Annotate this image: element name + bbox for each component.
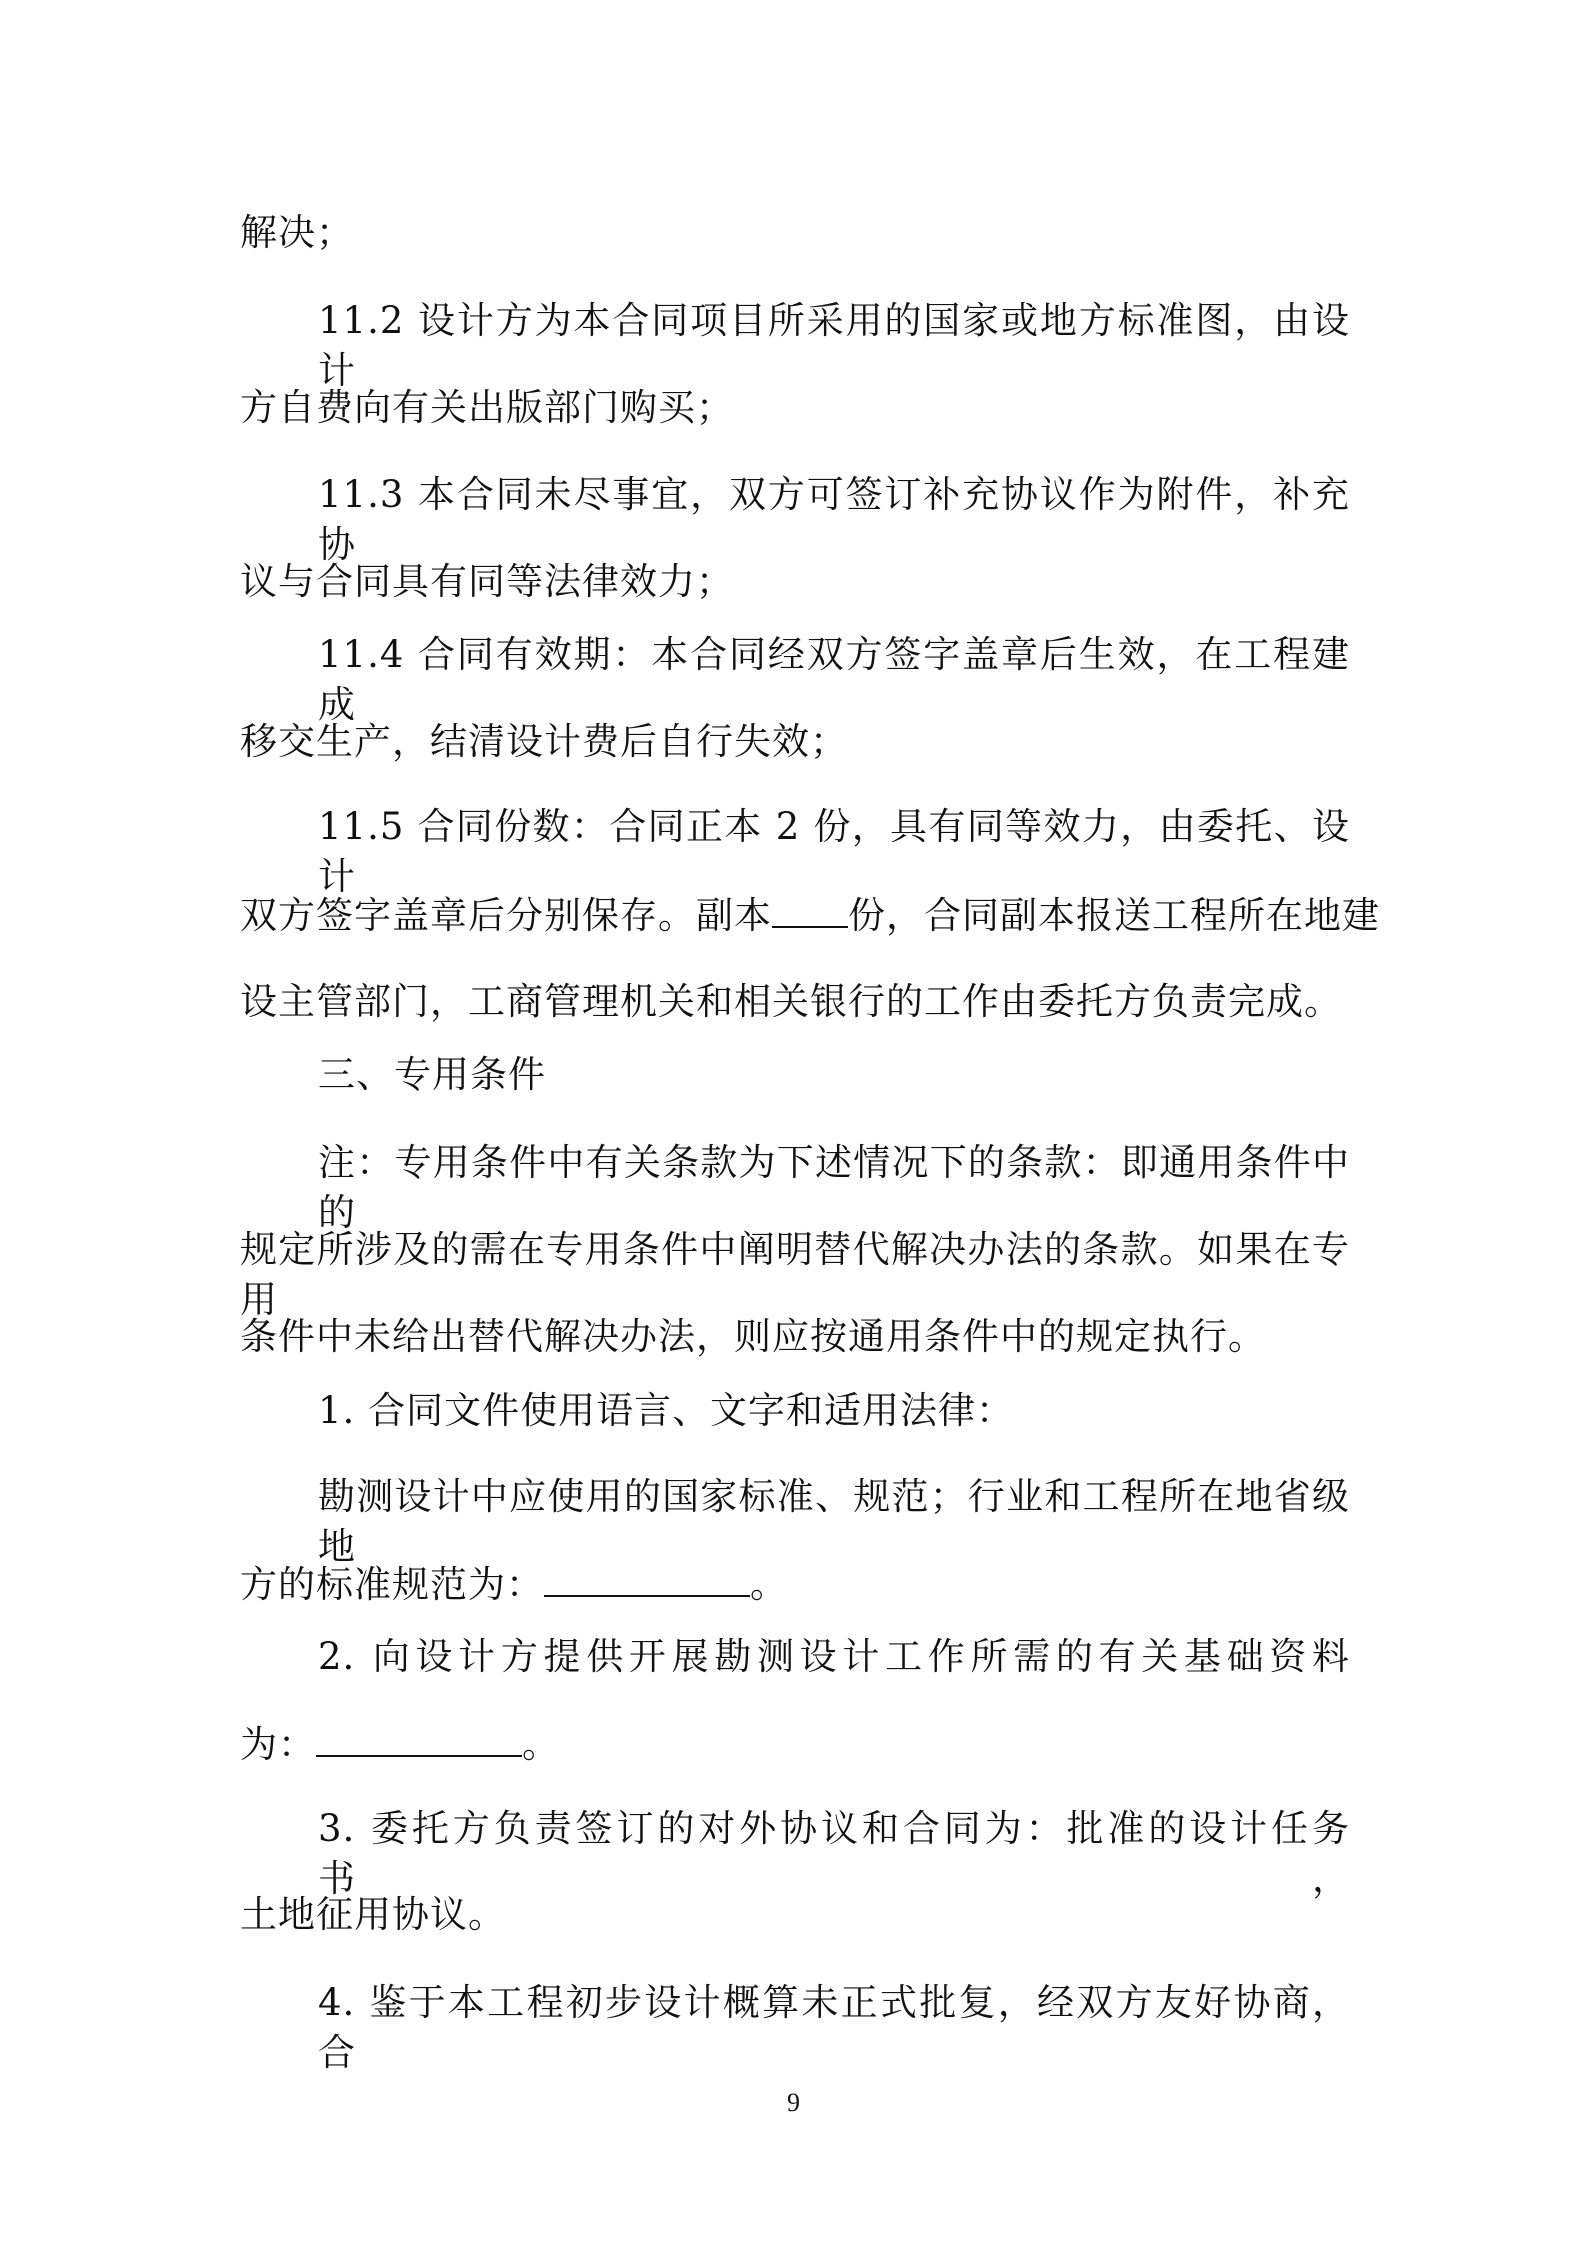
text-line: 移交生产，结清设计费后自行失效； <box>240 720 848 763</box>
text-segment: 双方签字盖章后分别保存。副本 <box>240 894 772 937</box>
text-line: 11.2 设计方为本合同项目所采用的国家或地方标准图，由设计 <box>318 299 1350 392</box>
text-line-with-blank <box>240 1559 1350 1609</box>
text-line: 11.3 本合同未尽事宜，双方可签订补充协议作为附件，补充协 <box>318 473 1350 566</box>
text-line: 4. 鉴于本工程初步设计概算未正式批复，经双方友好协商，合 <box>318 1981 1350 2074</box>
text-segment: 为： <box>240 1723 316 1766</box>
text-line: 11.4 合同有效期：本合同经双方签字盖章后生效，在工程建成 <box>318 633 1350 726</box>
text-segment: 方的标准规范为： <box>240 1563 544 1606</box>
text-line-with-blank <box>240 890 1380 940</box>
text-line: 2. 向设计方提供开展勘测设计工作所需的有关基础资料 <box>318 1635 1350 1678</box>
text-line: 条件中未给出替代解决办法，则应按通用条件中的规定执行。 <box>240 1315 1266 1358</box>
text-line: 设主管部门，工商管理机关和相关银行的工作由委托方负责完成。 <box>240 980 1342 1023</box>
section-heading: 三、专用条件 <box>318 1053 546 1096</box>
text-line: 勘测设计中应使用的国家标准、规范；行业和工程所在地省级地 <box>318 1475 1350 1568</box>
text-line: 议与合同具有同等法律效力； <box>240 560 734 603</box>
text-line: 解决； <box>240 211 354 254</box>
copies-blank <box>772 890 848 928</box>
page-number: 9 <box>787 2088 800 2117</box>
text-segment: 。 <box>750 1563 788 1606</box>
text-segment: 。 <box>522 1723 560 1766</box>
text-line: 土地征用协议。 <box>240 1893 506 1936</box>
text-line: 11.5 合同份数：合同正本 2 份，具有同等效力，由委托、设计 <box>318 805 1350 898</box>
text-line: 规定所涉及的需在专用条件中阐明替代解决办法的条款。如果在专用 <box>240 1228 1350 1321</box>
text-line: 注：专用条件中有关条款为下述情况下的条款：即通用条件中的 <box>318 1141 1350 1234</box>
text-line: 1. 合同文件使用语言、文字和适用法律： <box>318 1389 1015 1432</box>
text-line: 3. 委托方负责签订的对外协议和合同为：批准的设计任务书， <box>318 1807 1350 1900</box>
text-segment: 份，合同副本报送工程所在地建 <box>848 894 1380 937</box>
standards-blank <box>544 1559 750 1597</box>
materials-blank <box>316 1719 522 1757</box>
text-line-with-blank <box>240 1719 1350 1769</box>
text-line: 方自费向有关出版部门购买； <box>240 386 734 429</box>
